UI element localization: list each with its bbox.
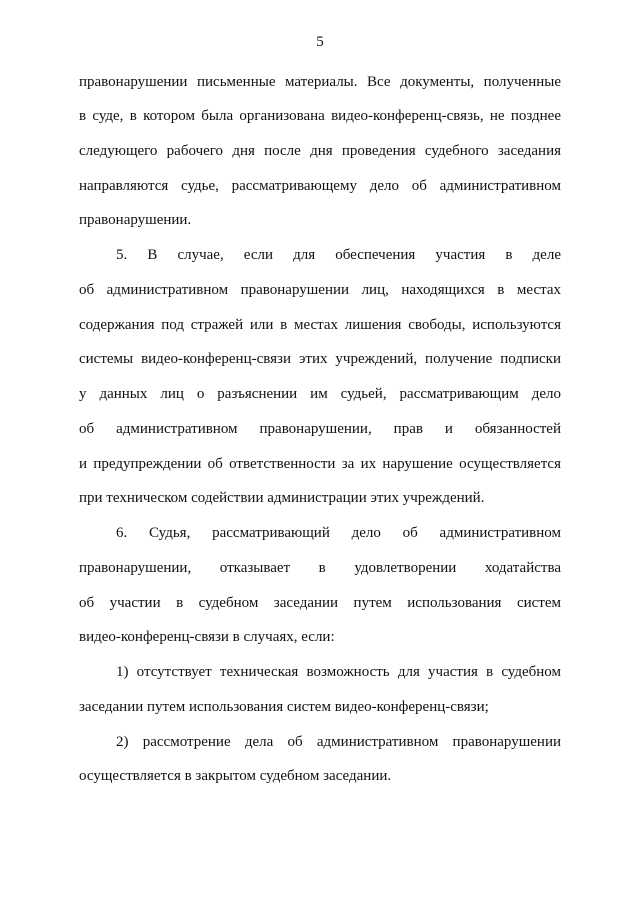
text-line: об административном правонарушении, прав и обязанностей xyxy=(79,421,561,437)
text-line: при техническом содействии администрации этих учреждений. xyxy=(79,490,485,506)
text-line: содержания под стражей или в местах лишения свободы, используются xyxy=(79,317,561,333)
list-item-1-first-line: 1) отсутствует техническая возможность для участия в судебном xyxy=(116,664,561,680)
text-line: правонарушении, отказывает в удовлетворении ходатайства xyxy=(79,560,561,576)
text-line: правонарушении письменные материалы. Все документы, полученные xyxy=(79,74,561,90)
text-line: следующего рабочего дня после дня проведения судебного заседания xyxy=(79,143,561,159)
page-number: 5 xyxy=(316,34,324,50)
paragraph-6-first-line: 6. Судья, рассматривающий дело об административном xyxy=(116,525,561,541)
text-line: в суде, в котором была организована видео-конференц-связь, не позднее xyxy=(79,108,561,124)
text-line: системы видео-конференц-связи этих учреждений, получение подписки xyxy=(79,351,561,367)
paragraph-5-first-line: 5. В случае, если для обеспечения участия в деле xyxy=(116,247,561,263)
text-line: направляются судье, рассматривающему дело об административном xyxy=(79,178,561,194)
text-line: об участии в судебном заседании путем использования систем xyxy=(79,595,561,611)
text-line: у данных лиц о разъяснении им судьей, рассматривающим дело xyxy=(79,386,561,402)
text-line: осуществляется в закрытом судебном заседании. xyxy=(79,768,392,784)
text-line: видео-конференц-связи в случаях, если: xyxy=(79,629,335,645)
text-line: заседании путем использования систем видео-конференц-связи; xyxy=(79,699,489,715)
list-item-2-first-line: 2) рассмотрение дела об административном правонарушении xyxy=(116,734,561,750)
text-line: и предупреждении об ответственности за их нарушение осуществляется xyxy=(79,456,561,472)
text-line: правонарушении. xyxy=(79,212,192,228)
text-line: об административном правонарушении лиц, находящихся в местах xyxy=(79,282,561,298)
